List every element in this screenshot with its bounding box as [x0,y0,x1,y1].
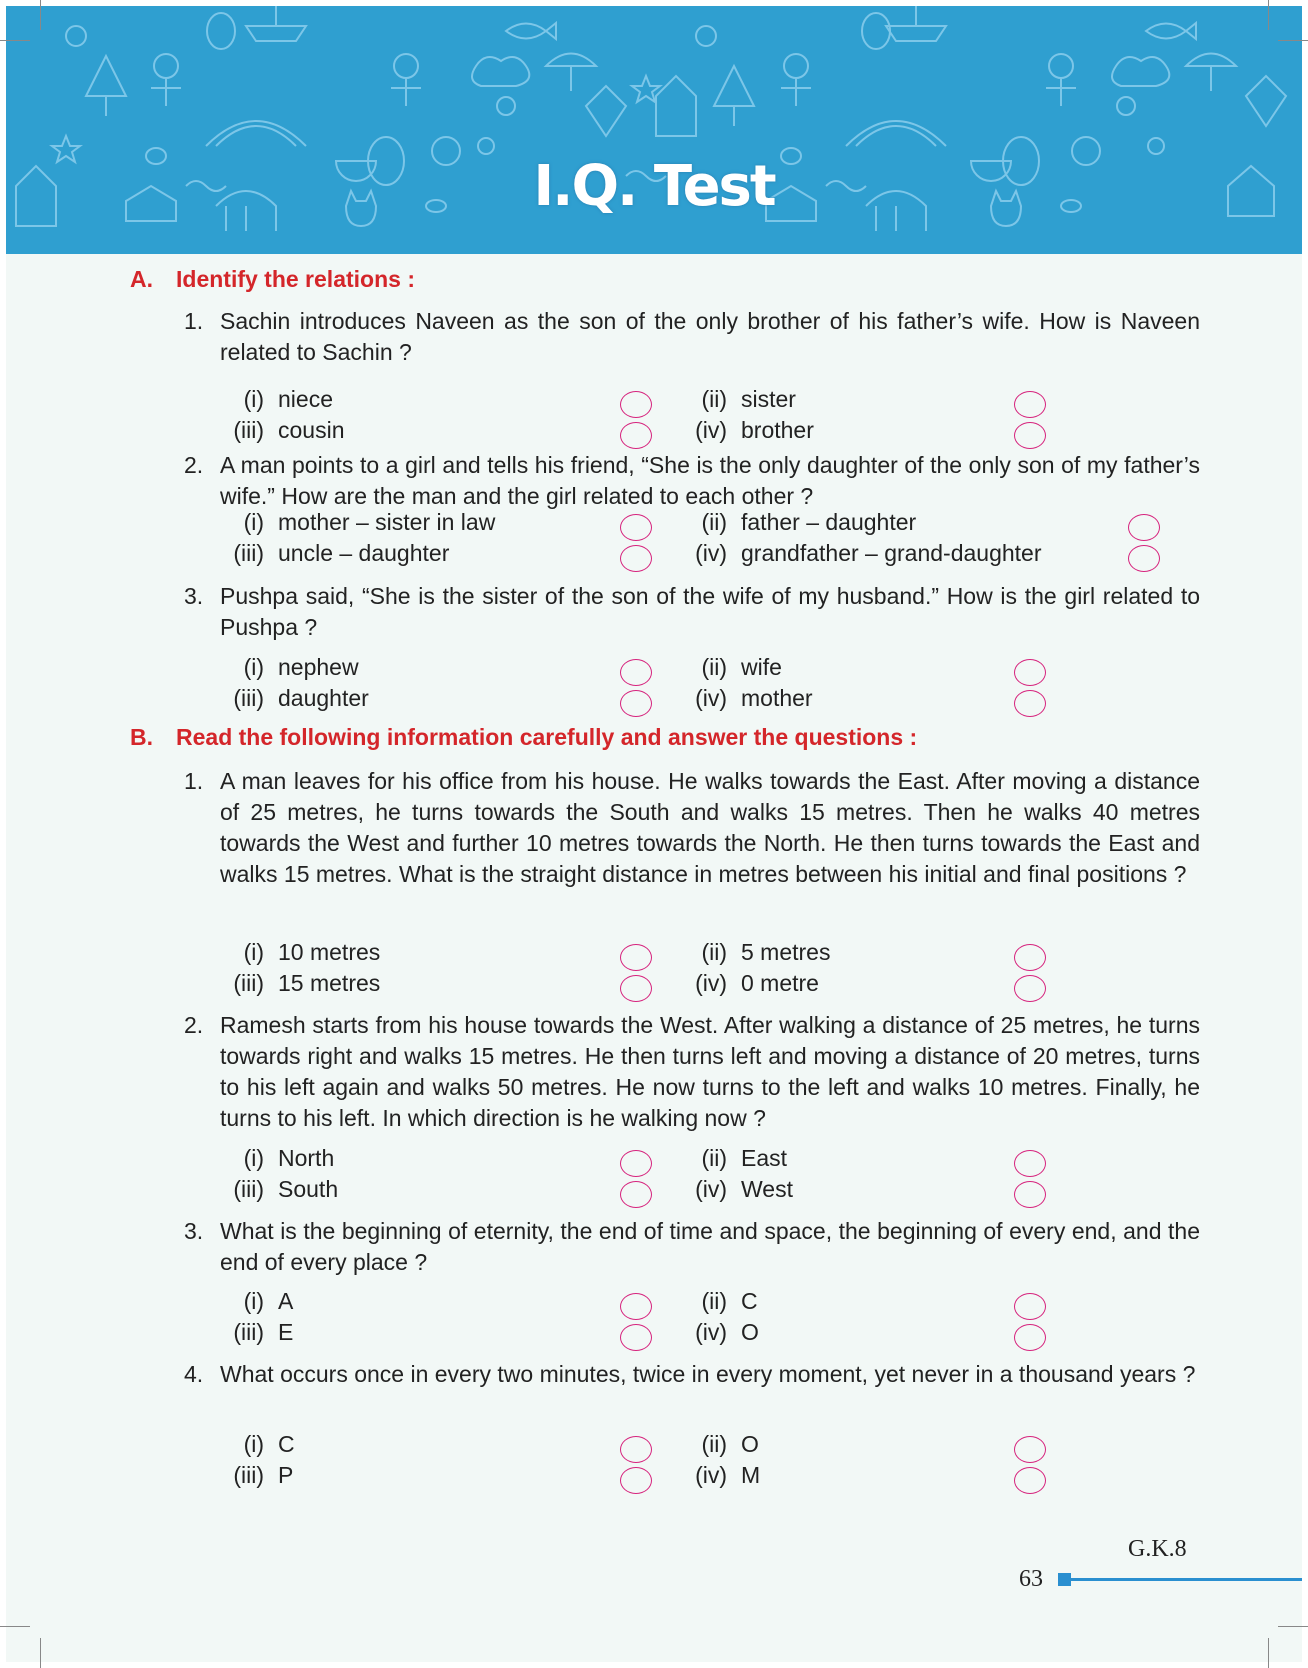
option-numeral: (iv) [695,417,727,443]
option-numeral: (iv) [695,1176,727,1202]
answer-circle[interactable] [620,422,652,449]
answer-circle[interactable] [1014,391,1046,418]
section-b-title: Read the following information carefully and answer the questions : [176,724,918,750]
option-numeral: (iii) [233,540,264,566]
option-text: wife [741,654,782,680]
option-text: C [741,1288,758,1314]
option-numeral: (i) [243,386,264,412]
answer-circle[interactable] [1014,1181,1046,1208]
question-number: 1. [184,308,204,334]
section-a-letter: A. [130,266,153,292]
option-text: grandfather – grand-daughter [741,540,1042,566]
question-text: What occurs once in every two minutes, twice in every moment, yet never in a thousand years ? [220,1361,1196,1387]
option-numeral: (i) [243,1145,264,1171]
option-text: O [741,1319,759,1345]
option-numeral: (iii) [233,685,264,711]
option-text: cousin [278,417,345,443]
crop-mark [1268,1638,1269,1668]
option-numeral: (iii) [233,1319,264,1345]
answer-circle[interactable] [620,659,652,686]
option-text: 0 metre [741,970,819,996]
option-text: daughter [278,685,369,711]
section-b-letter: B. [130,724,153,750]
crop-mark [0,1626,30,1627]
page-number: 63 [1019,1566,1043,1592]
crop-mark [1278,1626,1308,1627]
question-text: Sachin introduces Naveen as the son of the only brother of his father’s wife. How is Naveen related to Sachin ? [220,308,1200,365]
answer-circle[interactable] [1014,1467,1046,1494]
answer-circle[interactable] [620,1467,652,1494]
book-label: G.K.8 [1128,1536,1187,1562]
question-text: A man leaves for his office from his house. He walks towards the East. After moving a distance of 25 metres, he turns towards the South and walks 15 metres. Then he walks 40 metres towards the West and further 10 metres towards the North. He then turns towards the East and walks 15 metres. What is the straight distance in metres between his initial and final positions ? [220,768,1200,887]
option-text: brother [741,417,814,443]
option-numeral: (iv) [695,685,727,711]
question-text: A man points to a girl and tells his friend, “She is the only daughter of the only son of my father’s wife.” How are the man and the girl related to each other ? [220,452,1200,509]
option-text: North [278,1145,335,1171]
option-text: 15 metres [278,970,381,996]
option-text: nephew [278,654,359,680]
option-text: M [741,1462,761,1488]
option-text: South [278,1176,339,1202]
header-banner [6,6,1302,254]
question-number: 1. [184,768,204,794]
option-numeral: (ii) [701,509,727,535]
question-a1 [184,306,1200,368]
answer-circle[interactable] [620,975,652,1002]
question-number: 2. [184,1012,204,1038]
crop-mark [1268,0,1269,30]
option-numeral: (iii) [233,1176,264,1202]
question-a2 [184,450,1200,512]
option-numeral: (iv) [695,540,727,566]
option-text: East [741,1145,788,1171]
answer-circle[interactable] [1014,1324,1046,1351]
option-text: A [278,1288,294,1314]
option-numeral: (i) [243,1288,264,1314]
question-b2 [184,1010,1200,1134]
option-text: O [741,1431,759,1457]
option-text: niece [278,386,333,412]
answer-circle[interactable] [620,391,652,418]
question-text: Ramesh starts from his house towards the West. After walking a distance of 25 metres, he turns towards right and walks 15 metres. He then turns left and moving a distance of 20 metres, turns to his left again and walks 50 metres. He now turns to the left and walks 10 metres. Finally, he turns to his left. In which direction is he walking now ? [220,1012,1200,1131]
question-b1 [184,766,1200,890]
answer-circle[interactable] [1014,1436,1046,1463]
option-numeral: (i) [243,1431,264,1457]
question-text: Pushpa said, “She is the sister of the son of the wife of my husband.” How is the girl related to Pushpa ? [220,583,1200,640]
crop-mark [0,40,30,41]
question-a3 [184,581,1200,643]
page-title: I.Q. Test [533,154,775,219]
option-numeral: (iv) [695,1319,727,1345]
answer-circle[interactable] [620,1324,652,1351]
option-numeral: (iii) [233,417,264,443]
answer-circle[interactable] [1128,514,1160,541]
option-text: West [741,1176,793,1202]
option-numeral: (ii) [701,1431,727,1457]
answer-circle[interactable] [1014,1293,1046,1320]
option-text: mother [741,685,813,711]
crop-mark [1278,40,1308,41]
option-numeral: (iv) [695,1462,727,1488]
option-numeral: (ii) [701,1145,727,1171]
answer-circle[interactable] [620,1150,652,1177]
answer-circle[interactable] [620,1293,652,1320]
answer-circle[interactable] [1014,944,1046,971]
question-number: 4. [184,1361,204,1387]
question-b3 [184,1216,1200,1278]
option-text: father – daughter [741,509,917,535]
option-numeral: (i) [243,939,264,965]
option-text: sister [741,386,796,412]
question-number: 3. [184,583,204,609]
option-text: P [278,1462,294,1488]
option-numeral: (ii) [701,1288,727,1314]
section-a-title: Identify the relations : [176,266,415,292]
answer-circle[interactable] [620,1181,652,1208]
option-text: 5 metres [741,939,831,965]
answer-circle[interactable] [1014,659,1046,686]
option-numeral: (i) [243,509,264,535]
question-number: 3. [184,1218,204,1244]
answer-circle[interactable] [1014,422,1046,449]
answer-circle[interactable] [1014,975,1046,1002]
answer-circle[interactable] [1014,690,1046,717]
option-text: mother – sister in law [278,509,496,535]
answer-circle[interactable] [620,514,652,541]
workbook-page [6,6,1302,1662]
option-numeral: (ii) [701,654,727,680]
question-b4 [184,1359,1200,1390]
option-numeral: (ii) [701,939,727,965]
footer-rule [1068,1578,1302,1581]
option-numeral: (iv) [695,970,727,996]
answer-circle[interactable] [1014,1150,1046,1177]
option-numeral: (i) [243,654,264,680]
option-text: C [278,1431,295,1457]
answer-circle[interactable] [620,545,652,572]
option-text: 10 metres [278,939,381,965]
answer-circle[interactable] [620,1436,652,1463]
option-numeral: (iii) [233,970,264,996]
option-text: E [278,1319,294,1345]
question-text: What is the beginning of eternity, the end of time and space, the beginning of every end, and the end of every place ? [220,1218,1200,1275]
answer-circle[interactable] [620,944,652,971]
option-numeral: (iii) [233,1462,264,1488]
answer-circle[interactable] [1128,545,1160,572]
option-text: uncle – daughter [278,540,450,566]
crop-mark [40,0,41,30]
option-numeral: (ii) [701,386,727,412]
crop-mark [40,1638,41,1668]
question-number: 2. [184,452,204,478]
answer-circle[interactable] [620,690,652,717]
